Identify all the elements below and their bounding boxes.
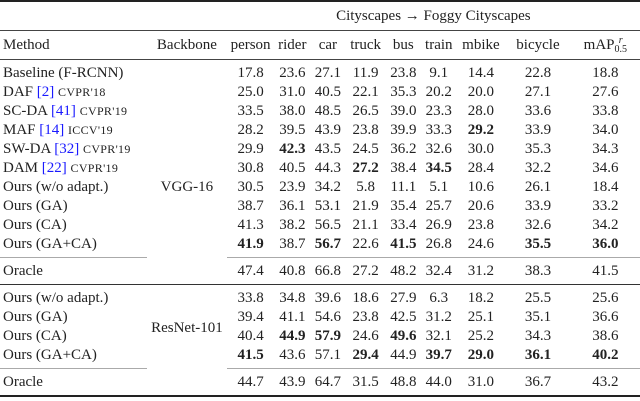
method-cell <box>0 216 147 235</box>
value-cell: 25.0 <box>237 84 264 100</box>
method-name: Ours (GA) <box>3 198 68 214</box>
value-cell: 20.6 <box>467 198 495 214</box>
value-cell: 43.6 <box>274 346 310 369</box>
column-header-train: train <box>421 31 457 60</box>
value-cell: 33.8 <box>592 103 619 119</box>
citation-link[interactable]: [22] <box>41 160 67 176</box>
table-row <box>0 60 640 84</box>
value-cell: 26.1 <box>524 179 552 195</box>
value-cell: 27.2 <box>352 160 379 176</box>
value-cell: 34.2 <box>314 179 341 195</box>
column-header-person: person <box>227 31 275 60</box>
value-cell: 33.3 <box>425 122 452 138</box>
oracle-row <box>0 369 640 397</box>
method-name: DAM <box>3 160 39 176</box>
method-name: Ours (CA) <box>3 328 67 344</box>
method-name: Ours (GA) <box>3 309 68 325</box>
value-cell: 42.3 <box>279 141 306 157</box>
table-row <box>0 83 640 102</box>
value-cell: 34.0 <box>592 122 619 138</box>
value-cell: 22.1 <box>352 84 379 100</box>
value-cell: 36.7 <box>505 369 570 397</box>
value-cell: 31.0 <box>457 369 506 397</box>
value-cell: 29.0 <box>457 346 506 369</box>
value-cell: 34.3 <box>592 141 619 157</box>
method-name: SW-DA <box>3 141 51 157</box>
value-cell: 36.2 <box>390 141 417 157</box>
value-cell: 11.1 <box>390 179 417 195</box>
method-name: SC-DA <box>3 103 48 119</box>
method-name: Oracle <box>0 258 147 285</box>
value-cell: 44.7 <box>227 369 275 397</box>
method-cell <box>0 235 147 258</box>
method-cell <box>0 178 147 197</box>
column-header-mbike: mbike <box>457 31 506 60</box>
value-cell: 40.8 <box>274 258 310 285</box>
value-cell: 24.6 <box>457 235 506 258</box>
value-cell: 38.0 <box>279 103 306 119</box>
table-row <box>0 216 640 235</box>
venue-label: CVPR'19 <box>79 104 128 118</box>
value-cell: 33.9 <box>524 198 552 214</box>
value-cell: 34.3 <box>524 328 552 344</box>
venue-label: CVPR'19 <box>70 161 119 175</box>
table-row <box>0 121 640 140</box>
backbone-cell: ResNet-101 <box>151 320 223 337</box>
table-row <box>0 327 640 346</box>
column-header-car: car <box>310 31 345 60</box>
value-cell: 64.7 <box>310 369 345 397</box>
value-cell: 23.3 <box>425 103 452 119</box>
table-row <box>0 140 640 159</box>
value-cell: 38.7 <box>274 235 310 258</box>
value-cell: 48.2 <box>386 258 421 285</box>
value-cell: 32.1 <box>425 328 452 344</box>
value-cell: 27.6 <box>592 84 619 100</box>
header-row-columns <box>0 31 640 60</box>
table-row <box>0 159 640 178</box>
method-name: Ours (w/o adapt.) <box>3 290 109 306</box>
method-cell <box>0 346 147 369</box>
value-cell: 40.5 <box>314 84 341 100</box>
value-cell: 24.6 <box>352 328 379 344</box>
venue-label: CVPR'19 <box>83 142 131 156</box>
value-cell: 36.1 <box>505 346 570 369</box>
value-cell: 29.4 <box>346 346 386 369</box>
value-cell: 44.9 <box>279 328 306 344</box>
value-cell: 23.8 <box>390 65 417 81</box>
value-cell: 20.2 <box>425 84 452 100</box>
oracle-row <box>0 258 640 285</box>
citation-link[interactable]: [14] <box>39 122 65 138</box>
value-cell: 34.8 <box>279 290 306 306</box>
value-cell: 35.5 <box>505 235 570 258</box>
value-cell: 26.5 <box>352 103 379 119</box>
value-cell: 27.2 <box>346 258 386 285</box>
value-cell: 44.9 <box>386 346 421 369</box>
value-cell: 35.4 <box>390 198 417 214</box>
value-cell: 48.5 <box>314 103 341 119</box>
value-cell: 40.5 <box>279 160 306 176</box>
value-cell: 35.3 <box>390 84 417 100</box>
method-name: Ours (w/o adapt.) <box>3 179 109 195</box>
value-cell: 34.6 <box>592 160 619 176</box>
value-cell: 38.6 <box>592 328 619 344</box>
value-cell: 35.1 <box>524 309 552 325</box>
value-cell: 33.5 <box>237 103 264 119</box>
value-cell: 43.2 <box>571 369 640 397</box>
value-cell: 40.2 <box>571 346 640 369</box>
value-cell: 25.2 <box>467 328 495 344</box>
value-cell: 14.4 <box>467 65 495 81</box>
table-row <box>0 235 640 258</box>
value-cell: 30.8 <box>237 160 264 176</box>
backbone-empty <box>147 258 227 285</box>
value-cell: 39.6 <box>314 290 341 306</box>
value-cell: 17.8 <box>237 65 264 81</box>
backbone-cell: VGG-16 <box>160 179 214 196</box>
value-cell: 38.7 <box>237 198 264 214</box>
method-cell <box>0 159 147 178</box>
value-cell: 38.4 <box>390 160 417 176</box>
value-cell: 31.2 <box>425 309 452 325</box>
method-cell <box>0 60 147 84</box>
value-cell: 5.8 <box>356 179 375 195</box>
column-header-bus: bus <box>386 31 421 60</box>
map-superscript: r <box>618 35 623 47</box>
value-cell: 49.6 <box>390 328 417 344</box>
method-cell <box>0 83 147 102</box>
value-cell: 33.2 <box>592 198 619 214</box>
value-cell: 39.4 <box>237 309 264 325</box>
value-cell: 41.1 <box>279 309 306 325</box>
citation-link[interactable]: [2] <box>36 84 55 100</box>
method-name: MAF <box>3 122 36 138</box>
method-cell <box>0 121 147 140</box>
value-cell: 27.9 <box>390 290 417 306</box>
table-row <box>0 285 640 309</box>
value-cell: 18.2 <box>467 290 495 306</box>
method-name: DAF <box>3 84 34 100</box>
column-header-backbone: Backbone <box>147 31 227 60</box>
value-cell: 53.1 <box>314 198 341 214</box>
value-cell: 28.0 <box>467 103 495 119</box>
value-cell: 28.4 <box>467 160 495 176</box>
citation-link[interactable]: [32] <box>54 141 80 157</box>
value-cell: 22.8 <box>524 65 552 81</box>
method-cell <box>0 285 147 309</box>
value-cell: 54.6 <box>314 309 341 325</box>
value-cell: 30.5 <box>237 179 264 195</box>
value-cell: 57.9 <box>314 328 341 344</box>
value-cell: 41.3 <box>237 217 264 233</box>
value-cell: 25.7 <box>425 198 452 214</box>
value-cell: 32.6 <box>425 141 452 157</box>
value-cell: 56.7 <box>310 235 345 258</box>
column-header-rider: rider <box>274 31 310 60</box>
value-cell: 26.8 <box>421 235 457 258</box>
method-name: Ours (GA+CA) <box>3 236 97 252</box>
value-cell: 23.6 <box>279 65 306 81</box>
table-row <box>0 178 640 197</box>
method-cell <box>0 140 147 159</box>
value-cell: 29.9 <box>237 141 264 157</box>
dataset-transfer-title: Cityscapes → Foggy Cityscapes <box>227 1 640 31</box>
method-cell <box>0 102 147 121</box>
value-cell: 39.5 <box>279 122 306 138</box>
value-cell: 35.3 <box>524 141 552 157</box>
column-header-map <box>571 31 640 60</box>
value-cell: 32.4 <box>421 258 457 285</box>
value-cell: 31.0 <box>279 84 306 100</box>
value-cell: 22.6 <box>346 235 386 258</box>
value-cell: 33.4 <box>390 217 417 233</box>
value-cell: 44.0 <box>421 369 457 397</box>
column-header-truck: truck <box>346 31 386 60</box>
value-cell: 32.6 <box>524 217 552 233</box>
value-cell: 31.5 <box>346 369 386 397</box>
value-cell: 25.6 <box>592 290 619 306</box>
value-cell: 23.8 <box>467 217 495 233</box>
value-cell: 56.5 <box>314 217 341 233</box>
method-cell <box>0 327 147 346</box>
value-cell: 42.5 <box>390 309 417 325</box>
backbone-empty <box>147 369 227 397</box>
value-cell: 41.5 <box>227 346 275 369</box>
method-cell <box>0 197 147 216</box>
value-cell: 20.0 <box>467 84 495 100</box>
value-cell: 31.2 <box>457 258 506 285</box>
value-cell: 43.5 <box>314 141 341 157</box>
value-cell: 21.1 <box>352 217 379 233</box>
value-cell: 41.5 <box>386 235 421 258</box>
value-cell: 11.9 <box>352 65 379 81</box>
value-cell: 41.5 <box>571 258 640 285</box>
value-cell: 66.8 <box>310 258 345 285</box>
value-cell: 39.0 <box>390 103 417 119</box>
table-row <box>0 346 640 369</box>
value-cell: 30.0 <box>467 141 495 157</box>
value-cell: 33.9 <box>524 122 552 138</box>
column-header-bicycle: bicycle <box>505 31 570 60</box>
value-cell: 29.2 <box>467 122 495 138</box>
venue-label: CVPR'18 <box>58 85 106 99</box>
value-cell: 21.9 <box>352 198 379 214</box>
column-header-method: Method <box>0 31 147 60</box>
value-cell: 36.0 <box>571 235 640 258</box>
value-cell: 33.6 <box>524 103 552 119</box>
value-cell: 28.2 <box>237 122 264 138</box>
value-cell: 23.8 <box>352 309 379 325</box>
value-cell: 23.9 <box>279 179 306 195</box>
value-cell: 34.5 <box>425 160 452 176</box>
value-cell: 39.7 <box>421 346 457 369</box>
value-cell: 40.4 <box>237 328 264 344</box>
value-cell: 36.6 <box>592 309 619 325</box>
value-cell: 23.8 <box>352 122 379 138</box>
table-row <box>0 102 640 121</box>
citation-link[interactable]: [41] <box>50 103 76 119</box>
value-cell: 33.8 <box>237 290 264 306</box>
value-cell: 25.5 <box>524 290 552 306</box>
value-cell: 38.3 <box>505 258 570 285</box>
map-label: mAP <box>583 36 615 53</box>
method-name: Ours (GA+CA) <box>3 347 97 363</box>
value-cell: 26.9 <box>425 217 452 233</box>
header-row-group <box>0 1 640 31</box>
table-row <box>0 308 640 327</box>
value-cell: 6.3 <box>429 290 449 306</box>
value-cell: 32.2 <box>524 160 552 176</box>
value-cell: 18.8 <box>592 65 619 81</box>
value-cell: 43.9 <box>274 369 310 397</box>
table-row <box>0 197 640 216</box>
value-cell: 24.5 <box>352 141 379 157</box>
value-cell: 41.9 <box>227 235 275 258</box>
value-cell: 18.4 <box>592 179 619 195</box>
value-cell: 36.1 <box>279 198 306 214</box>
value-cell: 34.2 <box>592 217 619 233</box>
method-name: Ours (CA) <box>3 217 67 233</box>
value-cell: 10.6 <box>467 179 495 195</box>
value-cell: 43.9 <box>314 122 341 138</box>
venue-label: ICCV'19 <box>68 123 113 137</box>
map-scripts <box>615 36 628 54</box>
value-cell: 5.1 <box>429 179 449 195</box>
value-cell: 48.8 <box>386 369 421 397</box>
map-subscript: 0.5 <box>614 44 627 56</box>
value-cell: 47.4 <box>227 258 275 285</box>
method-name: Baseline (F-RCNN) <box>3 65 124 81</box>
value-cell: 57.1 <box>310 346 345 369</box>
value-cell: 25.1 <box>467 309 495 325</box>
value-cell: 27.1 <box>524 84 552 100</box>
value-cell: 44.3 <box>314 160 341 176</box>
value-cell: 39.9 <box>390 122 417 138</box>
value-cell: 18.6 <box>352 290 379 306</box>
method-cell <box>0 308 147 327</box>
method-name: Oracle <box>0 369 147 397</box>
value-cell: 27.1 <box>314 65 341 81</box>
value-cell: 38.2 <box>279 217 306 233</box>
value-cell: 9.1 <box>429 65 449 81</box>
